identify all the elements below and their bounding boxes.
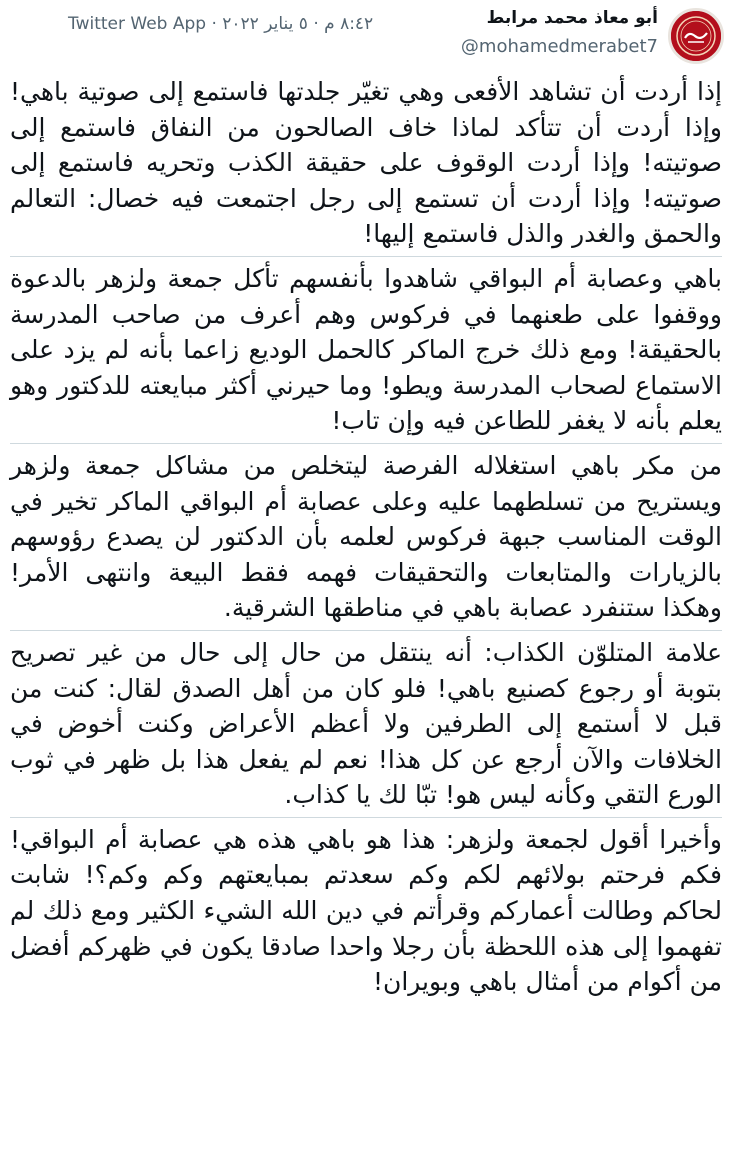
paragraph-divider (10, 256, 722, 257)
author-handle[interactable]: @mohamedmerabet7 (460, 36, 658, 57)
paragraph-divider (10, 630, 722, 631)
tweet-meta (68, 14, 373, 34)
paragraph-divider (10, 443, 722, 444)
tweet-paragraph-5: وأخيرا أقول لجمعة ولزهر: هذا هو باهي هذه هي عصابة أم البواقي! فكم فرحتم بولائهم لكم وكم سعدتم بمبايعتهم وكم وكم؟! شابت لحاكم وطالت أعماركم وقرأتم في دين الله الشيء الكثير ومع ذلك لم تفهموا إلى هذه اللحظة بأن رجلا واحدا صادقا يكون في ظهركم أفضل من أكوام من أمثال باهي وبويران! (10, 824, 722, 997)
tweet-paragraph-2: باهي وعصابة أم البواقي شاهدوا بأنفسهم تأكل جمعة ولزهر بالدعوة ووقفوا على طعنهما في فركوس وهم أعرف من صاحب المدرسة بالحقيقة! ومع ذلك خرج الماكر كالحمل الوديع زاعما بأنه لم يزد على الاستماع لصحاب المدرسة ويطو! وما حيرني أكثر مبايعته للدكتور وهو يعلم بأنه لا يغفر للطاعن فيه وإن تاب! (10, 263, 722, 436)
tweet-paragraph-4: علامة المتلوّن الكذاب: أنه ينتقل من حال إلى حال من غير تصريح بتوبة أو رجوع كصنيع باهي! فلو كان من أهل الصدق لقال: كنت من قبل لا أستمع إلى الطرفين ولا أعظم الأعراض وكنت أخوض في الخلافات والآن أرجع عن كل هذا! نعم لم يفعل هذا بل ظهر في ثوب الورع التقي وكأنه ليس هو! تبّا لك يا كذاب. (10, 637, 722, 810)
paragraph-divider (10, 817, 722, 818)
author-name[interactable]: أبو معاذ محمد مرابط (486, 8, 658, 28)
red-emblem-avatar-icon (671, 11, 721, 61)
tweet-paragraph-1: إذا أردت أن تشاهد الأفعى وهي تغيّر جلدتها فاستمع إلى صوتية باهي! وإذا أردت أن تتأكد لماذا خاف الصالحون من النفاق فاستمع إلى صوتيته! وإذا أردت الوقوف على حقيقة الكذب وتحريه فاستمع إلى صوتيته! وإذا أردت أن تستمع إلى رجل اجتمعت فيه خصال: التعالم والحمق والغدر والذل فاستمع إليها! (10, 77, 722, 249)
tweet-header (0, 0, 732, 72)
avatar[interactable] (668, 8, 724, 64)
tweet-timestamp[interactable]: ٨:٤٢ م · ٥ يناير ٢٠٢٢ · (211, 14, 374, 34)
tweet-client: Twitter Web App (68, 14, 207, 34)
tweet-paragraph-3: من مكر باهي استغلاله الفرصة ليتخلص من مشاكل جمعة ولزهر ويستريح من تسلطهما عليه وعلى عصابة أم البواقي الماكر تخير في الوقت المناسب جبهة فركوس لعلمه بأن الدكتور لن يصدع رؤوسهم بالزيارات والمتابعات والتحقيقات فهمه فقط البيعة وانتهى الأمر! وهكذا ستنفرد عصابة باهي في مناطقها الشرقية. (10, 450, 722, 623)
tweet-text (10, 74, 722, 1000)
